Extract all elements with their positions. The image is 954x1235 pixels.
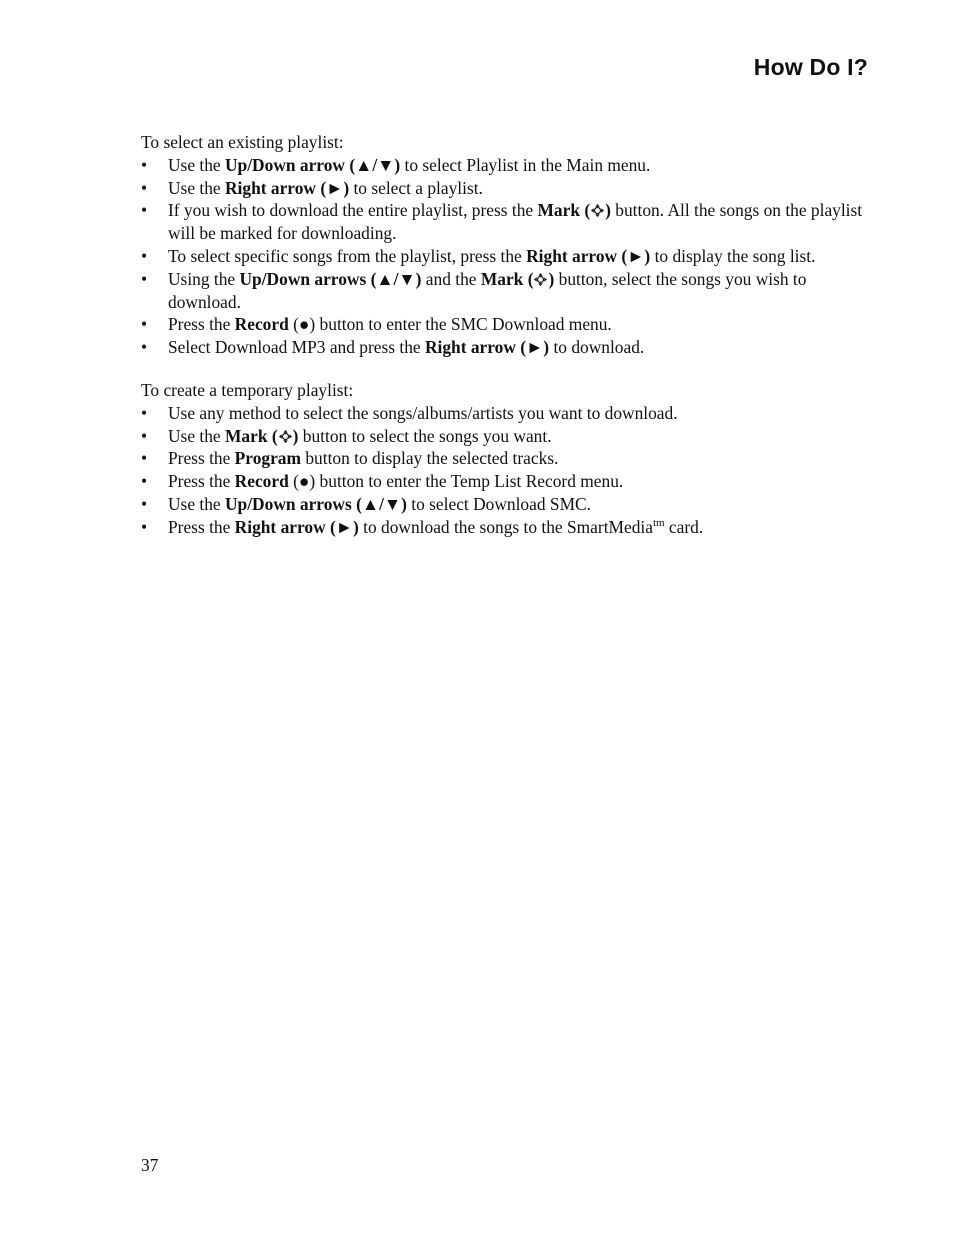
mark-icon bbox=[590, 200, 605, 220]
text-run: to display the song list. bbox=[650, 245, 816, 266]
text-run: and the bbox=[421, 268, 481, 289]
text-run: to select a playlist. bbox=[349, 177, 483, 198]
text-run: Use the bbox=[168, 493, 225, 514]
list-item bbox=[141, 199, 881, 245]
bullet-icon: • bbox=[141, 177, 148, 198]
text-run: to download. bbox=[549, 337, 645, 358]
text-run: to select Download SMC. bbox=[406, 493, 591, 514]
bold-text: Right arrow (►) bbox=[424, 337, 550, 358]
bullet-icon: • bbox=[141, 314, 148, 335]
superscript-text: tm bbox=[652, 516, 665, 529]
bold-text: Up/Down arrows (▲/▼) bbox=[225, 493, 407, 514]
bold-text: ) bbox=[548, 268, 555, 289]
text-run: If you wish to download the entire playlist, press the bbox=[168, 200, 538, 221]
mark-icon bbox=[278, 426, 293, 446]
bold-text: Right arrow (►) bbox=[225, 177, 350, 198]
list-item bbox=[141, 447, 881, 470]
text-run: Press the bbox=[168, 516, 235, 537]
bold-text: Right arrow (►) bbox=[526, 245, 651, 266]
section-intro: To select an existing playlist: bbox=[141, 132, 344, 152]
text-run: Press the bbox=[168, 448, 235, 469]
list-item bbox=[141, 268, 881, 314]
bullet-icon: • bbox=[141, 245, 148, 266]
bold-text: ) bbox=[605, 200, 611, 221]
text-run: Use any method to select the songs/albums/artists you want to download. bbox=[168, 402, 678, 423]
bold-text: Record bbox=[234, 471, 289, 492]
list-item bbox=[141, 177, 881, 200]
text-run: button to display the selected tracks. bbox=[301, 448, 559, 469]
bold-text: Program bbox=[234, 448, 301, 469]
bullet-icon: • bbox=[141, 448, 148, 469]
document-body bbox=[141, 131, 881, 539]
bold-text: Record bbox=[234, 314, 289, 335]
bold-text: Mark ( bbox=[537, 200, 591, 221]
bullet-icon: • bbox=[141, 493, 148, 514]
bold-text: Up/Down arrow (▲/▼) bbox=[225, 154, 401, 175]
text-run: (●) button to enter the SMC Download menu. bbox=[288, 314, 612, 335]
text-run: to select Playlist in the Main menu. bbox=[400, 154, 651, 175]
mark-icon bbox=[533, 269, 548, 289]
steps-list bbox=[141, 402, 881, 539]
bold-text: Up/Down arrows (▲/▼) bbox=[239, 268, 422, 289]
list-item bbox=[141, 516, 881, 539]
list-item bbox=[141, 154, 881, 177]
text-run: Using the bbox=[168, 268, 240, 289]
text-run: Use the bbox=[168, 425, 225, 446]
list-item bbox=[141, 402, 881, 425]
bullet-icon: • bbox=[141, 402, 148, 423]
section-existing-playlist bbox=[141, 131, 881, 359]
section-intro: To create a temporary playlist: bbox=[141, 379, 354, 400]
text-run: Use the bbox=[168, 177, 225, 198]
bold-text: Right arrow (►) bbox=[234, 516, 359, 537]
bullet-icon: • bbox=[141, 425, 148, 446]
text-run: Press the bbox=[168, 314, 235, 335]
bold-text: Mark ( bbox=[225, 425, 278, 446]
bullet-icon: • bbox=[141, 337, 148, 358]
list-item bbox=[141, 313, 881, 336]
text-run: button to select the songs you want. bbox=[298, 425, 552, 446]
bullet-icon: • bbox=[141, 516, 148, 537]
list-item bbox=[141, 493, 881, 516]
bold-text: ) bbox=[292, 425, 299, 446]
text-run: to download the songs to the SmartMedia bbox=[358, 516, 653, 537]
section-temporary-playlist bbox=[141, 379, 881, 539]
text-run: button. All the songs on the playlist will be marked for downloading. bbox=[168, 200, 863, 244]
bold-text: Mark ( bbox=[480, 268, 534, 289]
bullet-icon: • bbox=[141, 268, 148, 289]
steps-list bbox=[141, 154, 881, 359]
bullet-icon: • bbox=[141, 154, 148, 175]
list-item bbox=[141, 470, 881, 493]
bullet-icon: • bbox=[141, 471, 148, 492]
text-run: button, select the songs you wish to download. bbox=[168, 268, 807, 312]
bullet-icon: • bbox=[141, 200, 148, 221]
page-number: 37 bbox=[141, 1155, 159, 1175]
list-item bbox=[141, 425, 881, 448]
text-run: To select specific songs from the playlist, press the bbox=[168, 245, 527, 266]
text-run: card. bbox=[664, 516, 704, 537]
page-header-title: How Do I? bbox=[753, 54, 868, 80]
text-run: Press the bbox=[168, 471, 235, 492]
list-item bbox=[141, 336, 881, 359]
text-run: Select Download MP3 and press the bbox=[168, 337, 425, 358]
list-item bbox=[141, 245, 881, 268]
text-run: (●) button to enter the Temp List Record menu. bbox=[288, 471, 624, 492]
text-run: Use the bbox=[168, 154, 225, 175]
